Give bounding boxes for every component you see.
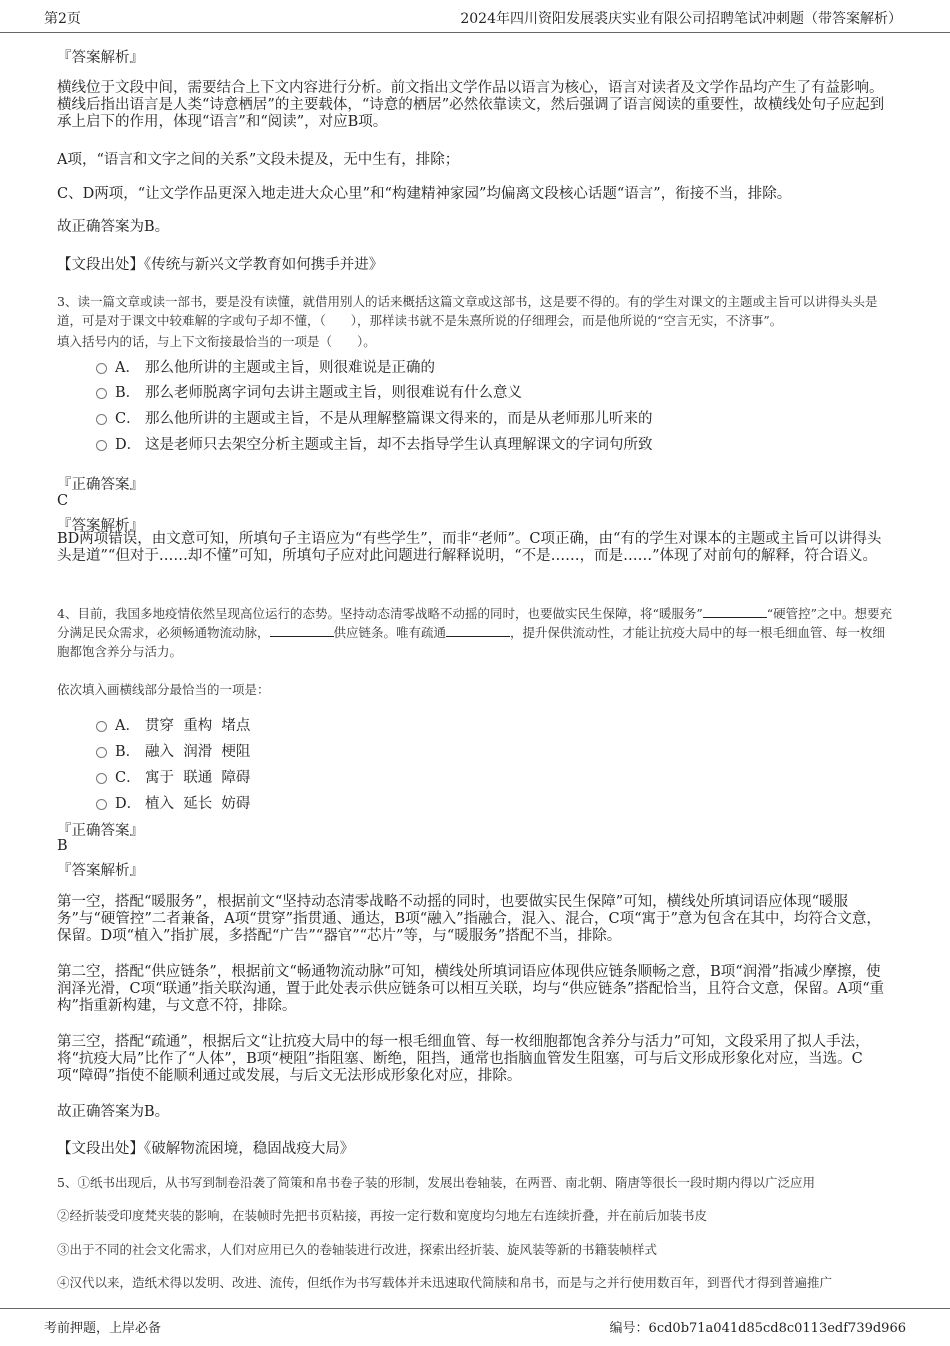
- q4-answer: B: [57, 838, 68, 854]
- q4-source: 【文段出处】《破解物流困境，稳固战疫大局》: [57, 1141, 355, 1157]
- radio-icon[interactable]: [96, 773, 107, 784]
- q4-stem: 4、目前，我国多地疫情依然呈现高位运行的态势。坚持动态清零战略不动摇的同时，也要做实民生保障，将“暖服务” “硬管控”之中。想要充分满足民众需求，必须畅通物流动脉， 供应链条。唯有疏通 ，提升保供流动性，才能让抗疫大局中的每一根毛细血管、每一枚细胞都饱含养分与活力。: [57, 606, 893, 659]
- blank-2[interactable]: [270, 623, 334, 637]
- radio-icon[interactable]: [96, 799, 107, 810]
- q2-analysis-text: 横线位于文段中间，需要结合上下文内容进行分析。前文指出文学作品以语言为核心，语言对读者及文学作品均产生了有益影响。横线后指出语言是人类“诗意栖居”的主要载体，“诗意的栖居”必然依靠读文，然后强调了语言阅读的重要性，故横线处句子应起到承上启下的作用，体现“语言”和“阅读”，对应B项。: [57, 80, 885, 130]
- q4-analysis-para2: 第二空，搭配“供应链条”，根据前文“畅通物流动脉”可知，横线处所填词语应体现供应链条顺畅之意，B项“润滑”指减少摩擦，使润泽光滑，C项“联通”指关联沟通，置于此处表示供应链条可以相互关联，均与“供应链条”搭配恰当，且符合文意，保留。A项“重构”指重新构建，与文意不符，排除。: [57, 964, 885, 1014]
- q5-sentence-3: ③出于不同的社会文化需求，人们对应用已久的卷轴装进行改进，探索出经折装、旋风装等新的书籍装帧样式: [57, 1242, 658, 1257]
- radio-icon[interactable]: [96, 388, 107, 399]
- q3-option-d[interactable]: D． 这是老师只去架空分析主题或主旨，却不去指导学生认真理解课文的字词句所致: [96, 433, 653, 454]
- footer-serial: 编号：6cd0b71a041d85cd8c0113edf739d966: [609, 1321, 906, 1336]
- blank-1[interactable]: [703, 604, 767, 618]
- page-header: [0, 0, 950, 33]
- radio-icon[interactable]: [96, 721, 107, 732]
- q4-instruction: 依次填入画横线部分最恰当的一项是：: [57, 682, 270, 697]
- q3-answer: C: [57, 493, 69, 509]
- document-title: 2024年四川资阳发展裘庆实业有限公司招聘笔试冲刺题（带答案解析）: [460, 11, 902, 27]
- radio-icon[interactable]: [96, 363, 107, 374]
- q4-analysis-para1: 第一空，搭配“暖服务”，根据前文“坚持动态清零战略不动摇的同时，也要做实民生保障”可知，横线处所填词语应体现“暖服务”与“硬管控”二者兼备，A项“贯穿”指贯通、通达，B项“融入”指融合，混入、混合，C项“寓于”意为包含在其中，均符合文意，保留。D项“植入”指扩展，多搭配“广告”“器官”“芯片”等，与“暖服务”搭配不当，排除。: [57, 894, 881, 944]
- q4-conclusion: 故正确答案为B。: [57, 1104, 170, 1120]
- page-footer: [0, 1308, 950, 1346]
- q3-analysis-text: BD两项错误，由文意可知，所填句子主语应为“有些学生”，而非“老师”。C项正确，由“有的学生对课本的主题或主旨可以讲得头头是道”“但对于……却不懂”可知，所填句子应对此问题进行解释说明，“不是……，而是……”体现了对前句的解释，符合语义。: [57, 531, 882, 564]
- q4-option-a[interactable]: A． 贯穿 重构 堵点: [96, 714, 250, 735]
- q5-sentence-1: 5、①纸书出现后，从书写到制卷沿袭了简策和帛书卷子装的形制，发展出卷轴装，在两晋、南北朝、隋唐等很长一段时期内得以广泛应用: [57, 1175, 815, 1190]
- q4-option-b[interactable]: B． 融入 润滑 梗阻: [96, 740, 250, 761]
- footer-slogan: 考前押题，上岸必备: [44, 1321, 162, 1336]
- q2-option-cd-explanation: C、D两项，“让文学作品更深入地走进大众心里”和“构建精神家园”均偏离文段核心话题“语言”，衔接不当，排除。: [57, 186, 792, 202]
- q4-analysis-label: 『答案解析』: [57, 863, 144, 879]
- q3-answer-label: 『正确答案』: [57, 477, 144, 493]
- radio-icon[interactable]: [96, 747, 107, 758]
- q3-option-b[interactable]: B． 那么老师脱离字词句去讲主题或主旨，则很难说有什么意义: [96, 381, 522, 402]
- q3-instruction: 填入括号内的话，与上下文衔接最恰当的一项是（ ）。: [57, 334, 376, 349]
- q3-option-c[interactable]: C． 那么他所讲的主题或主旨，不是从理解整篇课文得来的，而是从老师那儿听来的: [96, 407, 653, 428]
- q2-conclusion: 故正确答案为B。: [57, 219, 170, 235]
- radio-icon[interactable]: [96, 440, 107, 451]
- q3-option-a[interactable]: A． 那么他所讲的主题或主旨，则很难说是正确的: [96, 356, 435, 377]
- q3-stem: 3、读一篇文章或读一部书，要是没有读懂，就借用别人的话来概括这篇文章或这部书，这是要不得的。有的学生对课文的主题或主旨可以讲得头头是道，可是对于课文中较难解的字或句子却不懂，（ ），那样读书就不是朱熹所说的仔细理会，而是他所说的“空言无实，不济事”。: [57, 294, 878, 328]
- q4-answer-label: 『正确答案』: [57, 823, 144, 839]
- q2-analysis-label: 『答案解析』: [57, 50, 144, 66]
- page-number: 第2页: [44, 11, 81, 27]
- radio-icon[interactable]: [96, 414, 107, 425]
- blank-3[interactable]: [446, 623, 510, 637]
- q3-analysis-label: 『答案解析』: [57, 518, 144, 534]
- q4-option-d[interactable]: D． 植入 延长 妨碍: [96, 792, 250, 813]
- q2-option-a-explanation: A项，“语言和文字之间的关系”文段未提及，无中生有，排除；: [57, 152, 460, 168]
- q5-sentence-2: ②经折装受印度梵夹装的影响，在装帧时先把书页粘接，再按一定行数和宽度均匀地左右连续折叠，并在前后加装书皮: [57, 1208, 708, 1223]
- q5-sentence-4: ④汉代以来，造纸术得以发明、改进、流传，但纸作为书写载体并未迅速取代简牍和帛书，而是与之并行使用数百年，到晋代才得到普遍推广: [57, 1275, 833, 1290]
- q4-option-c[interactable]: C． 寓于 联通 障碍: [96, 766, 250, 787]
- q4-analysis-para3: 第三空，搭配“疏通”，根据后文“让抗疫大局中的每一根毛细血管、每一枚细胞都饱含养分与活力”可知，文段采用了拟人手法，将“抗疫大局”比作了“人体”，B项“梗阻”指阻塞、断绝，阻挡，通常也指脑血管发生阻塞，可与后文形成形象化对应，当选。C项“障碍”指使不能顺利通过或发展，与后文无法形成形象化对应，排除。: [57, 1034, 870, 1084]
- q2-source: 【文段出处】《传统与新兴文学教育如何携手并进》: [57, 257, 384, 273]
